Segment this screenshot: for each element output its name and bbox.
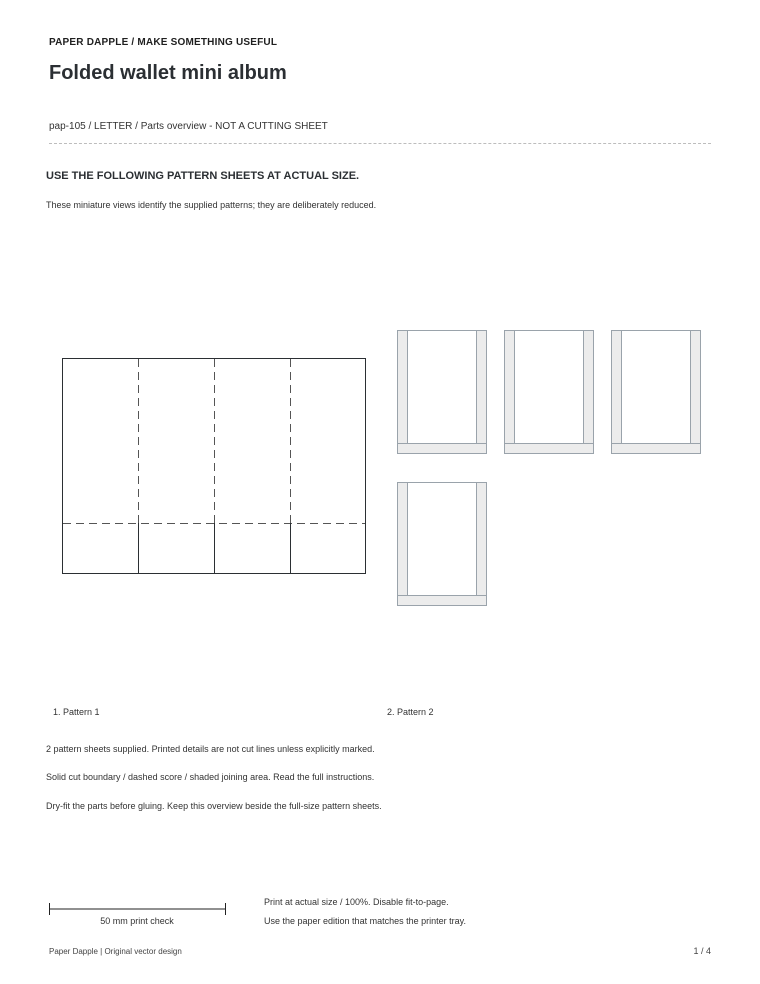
joining-area (505, 444, 594, 454)
pattern-2-piece (504, 330, 594, 455)
pattern-2-caption: 2. Pattern 2 (387, 707, 434, 717)
note-line: Solid cut boundary / dashed score / shaded joining area. Read the full instructions. (46, 772, 375, 782)
joining-area (505, 331, 515, 454)
page-title: Folded wallet mini album (49, 62, 287, 84)
document-meta: pap-105 / LETTER / Parts overview - NOT A CUTTING SHEET (49, 121, 328, 132)
section-heading: USE THE FOLLOWING PATTERN SHEETS AT ACTUAL SIZE. (46, 170, 360, 182)
note-line: Dry-fit the parts before gluing. Keep this overview beside the full-size pattern sheets. (46, 801, 382, 811)
scale-bar (49, 902, 227, 916)
joining-area (398, 331, 408, 454)
paper-instruction: Use the paper edition that matches the printer tray. (264, 916, 466, 926)
joining-area (584, 331, 594, 454)
joining-area (398, 596, 487, 606)
page-number: 1 / 4 (693, 946, 711, 956)
footer-credit: Paper Dapple | Original vector design (49, 947, 182, 956)
joining-area (477, 331, 487, 454)
pattern-2-piece (397, 330, 487, 455)
scale-bar-label: 50 mm print check (100, 916, 174, 926)
joining-area (612, 331, 622, 454)
pattern-1-diagram (62, 358, 368, 576)
intro-text: These miniature views identify the supplied patterns; they are deliberately reduced. (46, 200, 377, 210)
joining-area (691, 331, 701, 454)
print-instruction: Print at actual size / 100%. Disable fit-to-page. (264, 897, 449, 907)
header-divider (49, 143, 711, 144)
pattern-2-piece (611, 330, 701, 455)
joining-area (612, 444, 701, 454)
joining-area (398, 444, 487, 454)
brand-line: PAPER DAPPLE / MAKE SOMETHING USEFUL (49, 37, 278, 48)
joining-area (398, 483, 408, 606)
joining-area (477, 483, 487, 606)
pattern-1-caption: 1. Pattern 1 (53, 707, 100, 717)
note-line: 2 pattern sheets supplied. Printed details are not cut lines unless explicitly marked. (46, 744, 375, 754)
pattern-2-piece (397, 482, 487, 607)
